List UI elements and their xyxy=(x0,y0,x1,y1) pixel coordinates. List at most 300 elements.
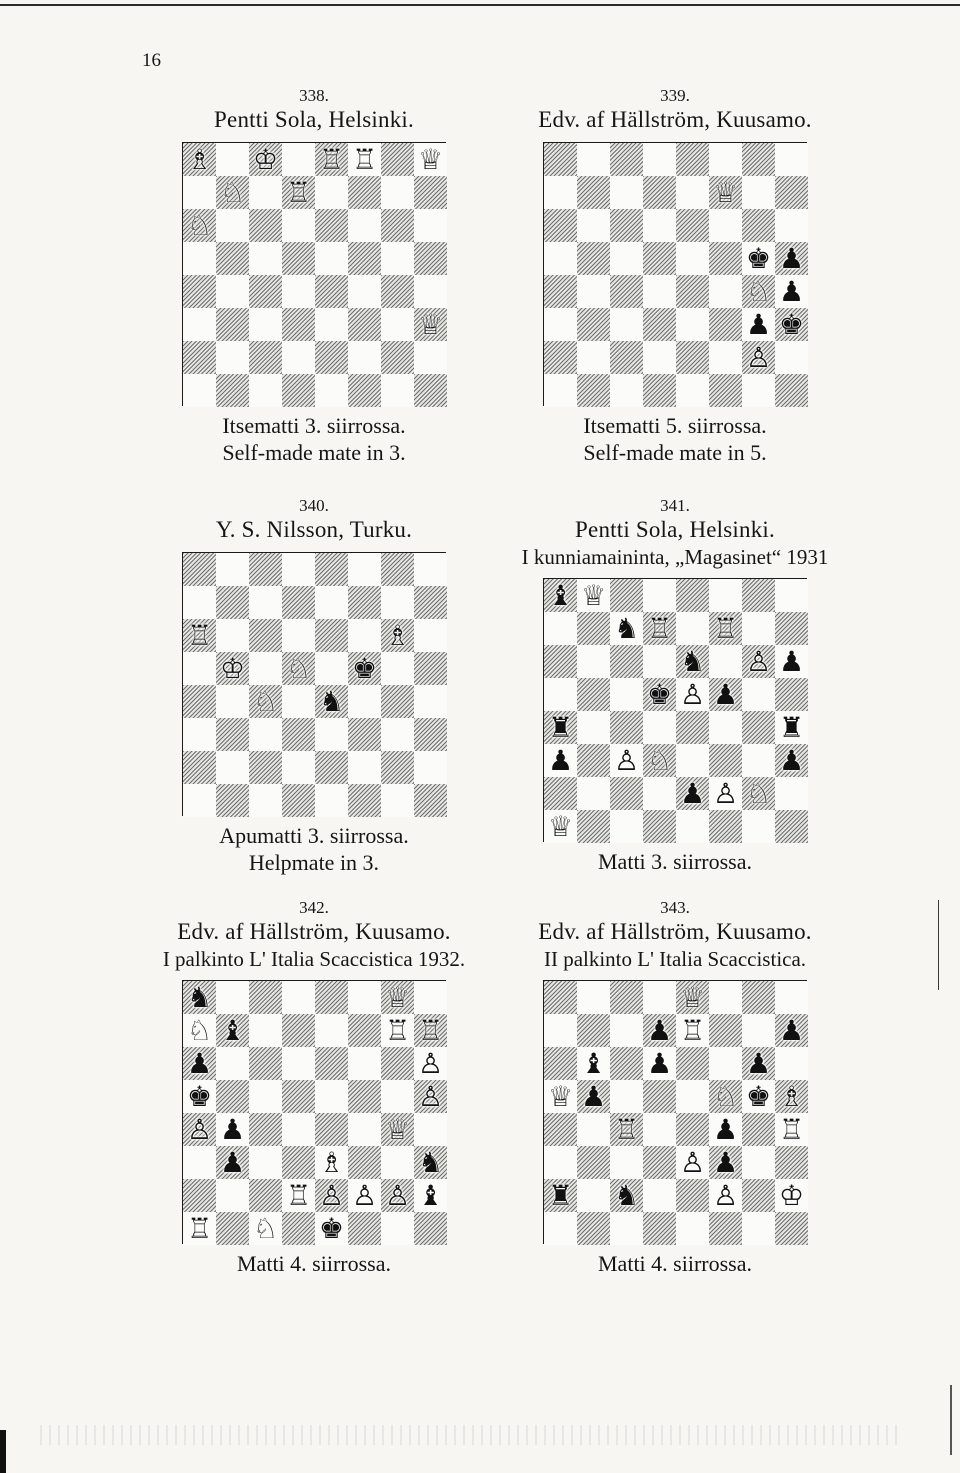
square-g4 xyxy=(742,1113,775,1146)
square-b5 xyxy=(577,678,610,711)
square-c4 xyxy=(249,275,282,308)
square-e5 xyxy=(315,652,348,685)
square-e7 xyxy=(676,176,709,209)
square-h3 xyxy=(414,718,447,751)
square-f3 xyxy=(348,718,381,751)
square-a7 xyxy=(183,176,216,209)
problem-author: Edv. af Hällström, Kuusamo. xyxy=(538,107,812,132)
square-h4 xyxy=(414,1113,447,1146)
square-c8 xyxy=(610,143,643,176)
square-d4 xyxy=(282,1113,315,1146)
square-d1 xyxy=(643,810,676,843)
square-h5 xyxy=(414,652,447,685)
square-b3 xyxy=(216,1146,249,1179)
square-a2 xyxy=(183,1179,216,1212)
square-g1 xyxy=(742,1212,775,1245)
square-d7 xyxy=(282,1014,315,1047)
white-king-icon: ♔ xyxy=(219,651,246,685)
square-f2 xyxy=(348,751,381,784)
square-c7 xyxy=(610,176,643,209)
square-h4 xyxy=(775,1113,808,1146)
square-d7 xyxy=(643,1014,676,1047)
square-e8 xyxy=(676,143,709,176)
square-d1 xyxy=(282,1212,315,1245)
square-e5 xyxy=(676,242,709,275)
square-b2 xyxy=(216,341,249,374)
problem-340 xyxy=(124,496,504,876)
chess-board xyxy=(182,142,446,406)
square-d5 xyxy=(643,242,676,275)
square-a8 xyxy=(183,553,216,586)
square-h1 xyxy=(775,810,808,843)
square-e2 xyxy=(676,1179,709,1212)
white-knight-icon: ♘ xyxy=(186,1013,213,1047)
square-d8 xyxy=(643,143,676,176)
white-rook-icon: ♖ xyxy=(285,175,312,209)
square-d8 xyxy=(643,579,676,612)
square-e7 xyxy=(315,1014,348,1047)
problem-338 xyxy=(124,86,504,466)
square-c8 xyxy=(610,981,643,1014)
square-g7 xyxy=(381,586,414,619)
white-pawn-icon: ♙ xyxy=(318,1178,345,1212)
square-b5 xyxy=(216,1080,249,1113)
white-pawn-icon: ♙ xyxy=(712,776,739,810)
square-e6 xyxy=(676,209,709,242)
square-g4 xyxy=(742,275,775,308)
square-b2 xyxy=(577,1179,610,1212)
square-a5 xyxy=(183,652,216,685)
black-knight-icon: ♞ xyxy=(613,611,640,645)
square-h7 xyxy=(414,586,447,619)
square-g6 xyxy=(742,1047,775,1080)
square-e2 xyxy=(676,777,709,810)
square-f3 xyxy=(709,308,742,341)
square-a5 xyxy=(183,1080,216,1113)
square-d3 xyxy=(643,1146,676,1179)
square-h8 xyxy=(414,981,447,1014)
white-queen-icon: ♕ xyxy=(679,980,706,1014)
white-rook-icon: ♖ xyxy=(186,618,213,652)
problem-stipulation-en: Self-made mate in 5. xyxy=(583,440,767,465)
square-c2 xyxy=(249,751,282,784)
black-pawn-icon: ♟ xyxy=(580,1079,607,1113)
white-knight-icon: ♘ xyxy=(712,1079,739,1113)
square-g4 xyxy=(381,1113,414,1146)
square-f5 xyxy=(709,1080,742,1113)
square-a7 xyxy=(544,612,577,645)
square-b6 xyxy=(577,209,610,242)
square-e5 xyxy=(676,1080,709,1113)
square-d1 xyxy=(282,374,315,407)
square-f7 xyxy=(709,176,742,209)
square-f1 xyxy=(348,784,381,817)
square-h7 xyxy=(775,1014,808,1047)
black-pawn-icon: ♟ xyxy=(778,644,805,678)
square-h1 xyxy=(414,374,447,407)
square-a2 xyxy=(544,341,577,374)
white-rook-icon: ♖ xyxy=(417,1013,444,1047)
black-pawn-icon: ♟ xyxy=(186,1046,213,1080)
square-h7 xyxy=(775,176,808,209)
square-e2 xyxy=(315,751,348,784)
black-king-icon: ♚ xyxy=(778,307,805,341)
square-b7 xyxy=(577,176,610,209)
square-b8 xyxy=(577,143,610,176)
square-c2 xyxy=(610,1179,643,1212)
square-e1 xyxy=(315,1212,348,1245)
square-d2 xyxy=(282,751,315,784)
problem-341 xyxy=(485,496,865,875)
chess-diagram xyxy=(543,578,807,842)
square-h4 xyxy=(414,275,447,308)
white-pawn-icon: ♙ xyxy=(351,1178,378,1212)
white-knight-icon: ♘ xyxy=(285,651,312,685)
problem-author: Edv. af Hällström, Kuusamo. xyxy=(538,919,812,944)
square-a4 xyxy=(544,1113,577,1146)
square-c2 xyxy=(249,1179,282,1212)
white-queen-icon: ♕ xyxy=(384,1112,411,1146)
black-pawn-icon: ♟ xyxy=(679,776,706,810)
square-a1 xyxy=(544,810,577,843)
square-a5 xyxy=(544,1080,577,1113)
chess-board xyxy=(543,980,807,1244)
square-e6 xyxy=(676,1047,709,1080)
square-d7 xyxy=(643,176,676,209)
square-d7 xyxy=(282,176,315,209)
square-b1 xyxy=(577,810,610,843)
square-c7 xyxy=(249,586,282,619)
square-d3 xyxy=(282,718,315,751)
square-h3 xyxy=(775,1146,808,1179)
square-e4 xyxy=(676,711,709,744)
square-e6 xyxy=(315,619,348,652)
square-c5 xyxy=(610,1080,643,1113)
black-pawn-icon: ♟ xyxy=(547,743,574,777)
chess-diagram xyxy=(182,980,446,1244)
square-h2 xyxy=(414,751,447,784)
white-pawn-icon: ♙ xyxy=(384,1178,411,1212)
white-bishop-icon: ♗ xyxy=(778,1079,805,1113)
square-b7 xyxy=(216,176,249,209)
white-king-icon: ♔ xyxy=(252,142,279,176)
square-g8 xyxy=(381,143,414,176)
square-c3 xyxy=(249,718,282,751)
chess-board xyxy=(543,142,807,406)
square-h1 xyxy=(775,374,808,407)
square-b6 xyxy=(216,1047,249,1080)
white-pawn-icon: ♙ xyxy=(613,743,640,777)
square-e3 xyxy=(315,718,348,751)
white-rook-icon: ♖ xyxy=(646,611,673,645)
square-b5 xyxy=(577,242,610,275)
square-d5 xyxy=(643,1080,676,1113)
square-d3 xyxy=(282,308,315,341)
square-g6 xyxy=(742,645,775,678)
square-d5 xyxy=(282,1080,315,1113)
square-c6 xyxy=(249,209,282,242)
square-h8 xyxy=(775,579,808,612)
square-d3 xyxy=(643,744,676,777)
white-rook-icon: ♖ xyxy=(679,1013,706,1047)
square-a3 xyxy=(544,308,577,341)
square-d8 xyxy=(282,553,315,586)
square-a3 xyxy=(544,1146,577,1179)
square-a1 xyxy=(183,374,216,407)
square-c6 xyxy=(249,1047,282,1080)
square-h3 xyxy=(414,308,447,341)
square-h1 xyxy=(414,784,447,817)
square-h6 xyxy=(775,1047,808,1080)
problem-stipulation-fi: Matti 3. siirrossa. xyxy=(598,849,752,874)
square-f1 xyxy=(709,810,742,843)
square-h2 xyxy=(775,1179,808,1212)
square-d8 xyxy=(643,981,676,1014)
square-g2 xyxy=(742,1179,775,1212)
square-f8 xyxy=(709,143,742,176)
square-b8 xyxy=(577,981,610,1014)
square-d3 xyxy=(643,308,676,341)
black-knight-icon: ♞ xyxy=(679,644,706,678)
square-e3 xyxy=(676,308,709,341)
white-bishop-icon: ♗ xyxy=(186,142,213,176)
problem-number: 341. xyxy=(660,496,690,515)
black-pawn-icon: ♟ xyxy=(778,274,805,308)
black-pawn-icon: ♟ xyxy=(745,1046,772,1080)
square-f2 xyxy=(709,777,742,810)
square-e7 xyxy=(315,586,348,619)
square-f5 xyxy=(709,678,742,711)
square-a7 xyxy=(183,586,216,619)
square-d7 xyxy=(643,612,676,645)
square-b1 xyxy=(216,1212,249,1245)
white-pawn-icon: ♙ xyxy=(745,340,772,374)
square-d2 xyxy=(643,777,676,810)
problem-number: 342. xyxy=(299,898,329,917)
square-h2 xyxy=(414,1179,447,1212)
square-f7 xyxy=(348,1014,381,1047)
square-c5 xyxy=(610,242,643,275)
black-knight-icon: ♞ xyxy=(417,1145,444,1179)
square-a4 xyxy=(183,275,216,308)
square-g4 xyxy=(381,275,414,308)
problem-number: 340. xyxy=(299,496,329,515)
square-b5 xyxy=(216,242,249,275)
square-e1 xyxy=(676,810,709,843)
square-b5 xyxy=(577,1080,610,1113)
square-b2 xyxy=(216,1179,249,1212)
square-c8 xyxy=(610,579,643,612)
square-h6 xyxy=(775,209,808,242)
square-g8 xyxy=(742,579,775,612)
square-d2 xyxy=(643,341,676,374)
square-b2 xyxy=(216,751,249,784)
black-pawn-icon: ♟ xyxy=(712,677,739,711)
square-c2 xyxy=(249,341,282,374)
square-d7 xyxy=(282,586,315,619)
white-pawn-icon: ♙ xyxy=(186,1112,213,1146)
black-knight-icon: ♞ xyxy=(318,684,345,718)
problem-award: I palkinto L' Italia Scaccistica 1932. xyxy=(162,947,466,971)
square-c8 xyxy=(249,553,282,586)
black-pawn-icon: ♟ xyxy=(778,241,805,275)
square-e4 xyxy=(315,685,348,718)
square-e8 xyxy=(315,981,348,1014)
scan-noise xyxy=(40,1425,900,1445)
square-h5 xyxy=(775,1080,808,1113)
square-g7 xyxy=(742,612,775,645)
white-knight-icon: ♘ xyxy=(219,175,246,209)
square-b4 xyxy=(577,1113,610,1146)
square-b3 xyxy=(577,308,610,341)
white-knight-icon: ♘ xyxy=(745,274,772,308)
square-h4 xyxy=(775,275,808,308)
white-rook-icon: ♖ xyxy=(285,1178,312,1212)
square-e2 xyxy=(676,341,709,374)
square-g3 xyxy=(381,718,414,751)
black-king-icon: ♚ xyxy=(745,241,772,275)
square-c1 xyxy=(249,374,282,407)
square-c3 xyxy=(610,744,643,777)
square-h7 xyxy=(775,612,808,645)
square-a1 xyxy=(544,1212,577,1245)
white-pawn-icon: ♙ xyxy=(417,1079,444,1113)
square-d5 xyxy=(643,678,676,711)
square-e8 xyxy=(676,981,709,1014)
square-b2 xyxy=(577,777,610,810)
square-f4 xyxy=(709,1113,742,1146)
square-f7 xyxy=(348,586,381,619)
black-bishop-icon: ♝ xyxy=(580,1046,607,1080)
square-e3 xyxy=(676,1146,709,1179)
problem-stipulation-fi: Matti 4. siirrossa. xyxy=(237,1251,391,1276)
square-e4 xyxy=(315,1113,348,1146)
square-a8 xyxy=(183,981,216,1014)
square-c4 xyxy=(249,685,282,718)
square-f2 xyxy=(709,341,742,374)
square-e7 xyxy=(676,1014,709,1047)
square-g1 xyxy=(381,374,414,407)
square-g8 xyxy=(742,981,775,1014)
square-h1 xyxy=(775,1212,808,1245)
square-c4 xyxy=(249,1113,282,1146)
square-f6 xyxy=(348,209,381,242)
square-c8 xyxy=(249,143,282,176)
square-d4 xyxy=(643,275,676,308)
square-a3 xyxy=(544,744,577,777)
square-a2 xyxy=(183,751,216,784)
square-g4 xyxy=(381,685,414,718)
square-g6 xyxy=(742,209,775,242)
square-c6 xyxy=(249,619,282,652)
square-a6 xyxy=(183,619,216,652)
problem-author: Pentti Sola, Helsinki. xyxy=(214,107,414,132)
square-e4 xyxy=(676,275,709,308)
white-knight-icon: ♘ xyxy=(252,684,279,718)
square-a5 xyxy=(544,242,577,275)
square-b4 xyxy=(577,275,610,308)
square-f6 xyxy=(348,619,381,652)
white-rook-icon: ♖ xyxy=(318,142,345,176)
white-queen-icon: ♕ xyxy=(547,809,574,843)
square-d6 xyxy=(282,1047,315,1080)
square-g5 xyxy=(381,652,414,685)
square-c7 xyxy=(249,1014,282,1047)
square-e5 xyxy=(676,678,709,711)
margin-mark xyxy=(938,900,939,990)
page-number: 16 xyxy=(142,50,161,71)
square-f8 xyxy=(709,981,742,1014)
problem-342 xyxy=(124,898,504,1277)
square-h4 xyxy=(775,711,808,744)
square-f1 xyxy=(709,1212,742,1245)
problem-author: Pentti Sola, Helsinki. xyxy=(575,517,775,542)
square-f7 xyxy=(348,176,381,209)
square-c7 xyxy=(610,612,643,645)
square-g1 xyxy=(381,784,414,817)
square-g7 xyxy=(742,176,775,209)
square-d5 xyxy=(282,242,315,275)
square-h8 xyxy=(775,981,808,1014)
square-g5 xyxy=(381,242,414,275)
square-e6 xyxy=(315,1047,348,1080)
square-b3 xyxy=(577,1146,610,1179)
square-f5 xyxy=(348,652,381,685)
square-c4 xyxy=(610,1113,643,1146)
square-f2 xyxy=(348,1179,381,1212)
problem-stipulation-en: Self-made mate in 3. xyxy=(222,440,406,465)
square-d1 xyxy=(643,374,676,407)
black-pawn-icon: ♟ xyxy=(778,1013,805,1047)
square-g3 xyxy=(742,1146,775,1179)
white-knight-icon: ♘ xyxy=(646,743,673,777)
white-pawn-icon: ♙ xyxy=(712,1178,739,1212)
square-d3 xyxy=(282,1146,315,1179)
square-b6 xyxy=(216,209,249,242)
square-a3 xyxy=(183,1146,216,1179)
square-b8 xyxy=(216,981,249,1014)
white-bishop-icon: ♗ xyxy=(318,1145,345,1179)
white-knight-icon: ♘ xyxy=(252,1211,279,1245)
black-pawn-icon: ♟ xyxy=(219,1145,246,1179)
square-d5 xyxy=(282,652,315,685)
square-f1 xyxy=(348,1212,381,1245)
square-g6 xyxy=(381,619,414,652)
chess-board xyxy=(182,552,446,816)
white-queen-icon: ♕ xyxy=(384,980,411,1014)
square-a3 xyxy=(183,718,216,751)
square-c3 xyxy=(610,1146,643,1179)
white-rook-icon: ♖ xyxy=(351,142,378,176)
black-pawn-icon: ♟ xyxy=(646,1046,673,1080)
square-h3 xyxy=(775,744,808,777)
square-c6 xyxy=(610,645,643,678)
square-a1 xyxy=(183,784,216,817)
square-f4 xyxy=(348,275,381,308)
square-a6 xyxy=(183,1047,216,1080)
white-bishop-icon: ♗ xyxy=(384,618,411,652)
square-g7 xyxy=(381,1014,414,1047)
square-h2 xyxy=(414,341,447,374)
chess-diagram xyxy=(543,980,807,1244)
white-queen-icon: ♕ xyxy=(417,307,444,341)
square-f3 xyxy=(348,308,381,341)
square-d4 xyxy=(282,275,315,308)
square-g3 xyxy=(381,1146,414,1179)
square-a7 xyxy=(544,176,577,209)
square-a8 xyxy=(544,579,577,612)
square-c1 xyxy=(610,810,643,843)
